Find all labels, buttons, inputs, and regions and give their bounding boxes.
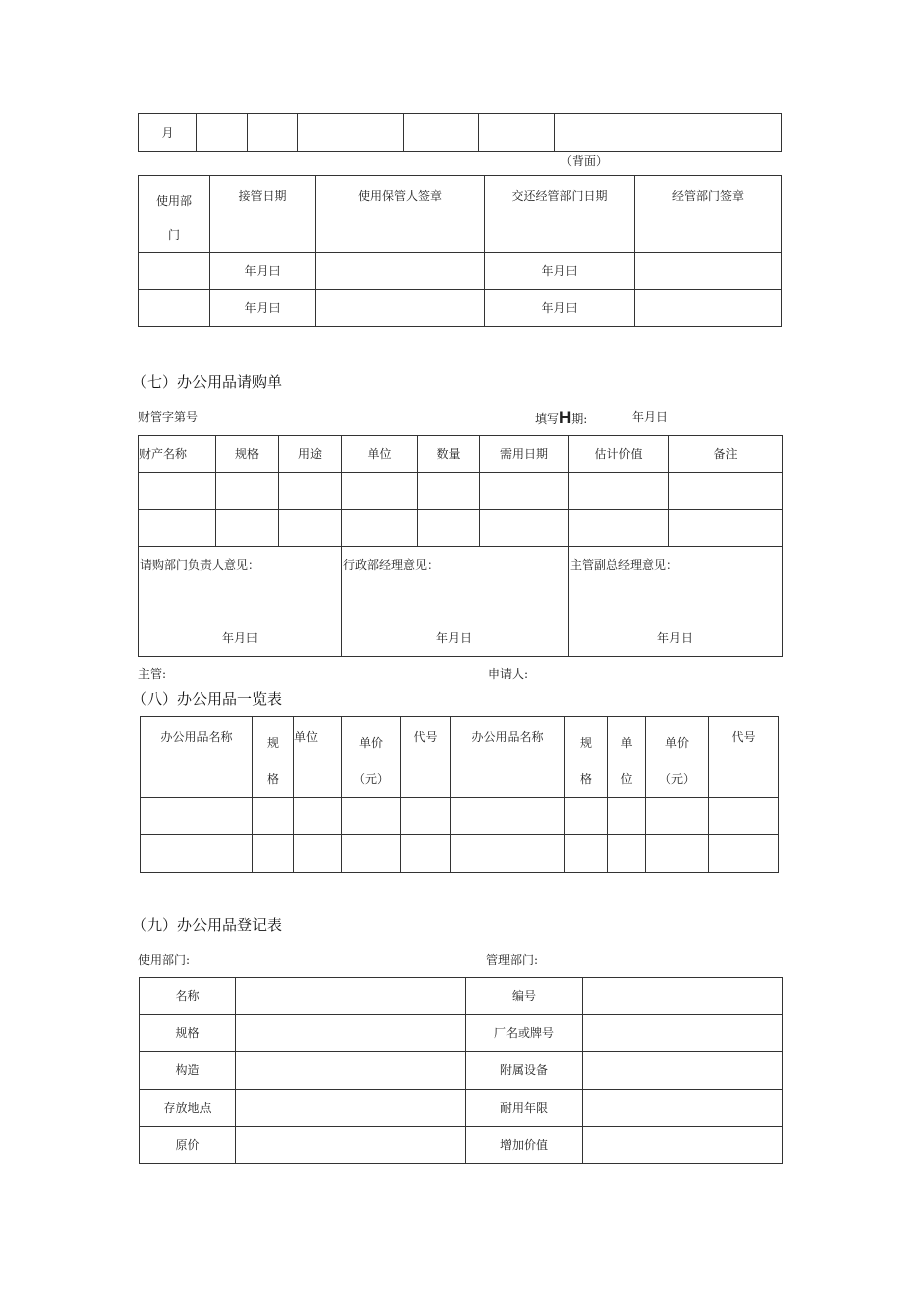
value-spec[interactable] (236, 1015, 466, 1052)
header-item-name: 财产名称 (139, 436, 216, 473)
header-code: 代号 (401, 717, 451, 798)
opinion-vp[interactable]: 主管副总经理意见： 年月日 (569, 547, 783, 657)
label-added-value: 增加价值 (466, 1126, 583, 1163)
value-location[interactable] (236, 1089, 466, 1126)
header-supply-name: 办公用品名称 (141, 717, 253, 798)
header-unit: 单 位 (608, 717, 646, 798)
section7-title: （七）办公用品请购单 (132, 373, 283, 391)
supplies-list-table (140, 716, 779, 873)
header-custodian-seal: 使用保管人签章 (316, 176, 485, 253)
value-added-value[interactable] (583, 1126, 783, 1163)
top-fragment-table (138, 113, 782, 152)
opinion-dept-head[interactable]: 请购部门负责人意见： 年月曰 (139, 547, 342, 657)
header-est-value: 估计价值 (569, 436, 669, 473)
label-structure: 构造 (140, 1052, 236, 1089)
label-name: 名称 (140, 978, 236, 1015)
label-location: 存放地点 (140, 1089, 236, 1126)
header-takeover-date: 接管日期 (210, 176, 316, 253)
date-cell: 年月曰 (485, 290, 635, 327)
label-spec: 规格 (140, 1015, 236, 1052)
transfer-table (138, 175, 782, 327)
value-serial[interactable] (583, 978, 783, 1015)
date-cell: 年月曰 (210, 290, 316, 327)
header-quantity: 数量 (418, 436, 480, 473)
supervisor-label: 主管: (138, 667, 167, 681)
purchase-table (138, 435, 783, 547)
applicant-label: 申请人: (488, 667, 529, 681)
use-dept-label: 使用部门: (138, 953, 191, 967)
date-cell: 年月曰 (210, 253, 316, 290)
header-unit: 单位 (342, 436, 418, 473)
month-cell: 月 (139, 114, 197, 152)
value-name[interactable] (236, 978, 466, 1015)
registration-table (139, 977, 783, 1164)
value-structure[interactable] (236, 1052, 466, 1089)
header-unit: 单位 (294, 717, 342, 798)
header-need-date: 需用日期 (480, 436, 569, 473)
fill-date-value: 年月日 (632, 410, 669, 424)
label-service-life: 耐用年限 (466, 1089, 583, 1126)
opinion-admin-manager[interactable]: 行政部经理意见： 年月日 (342, 547, 569, 657)
label-accessories: 附属设备 (466, 1052, 583, 1089)
header-remarks: 备注 (669, 436, 783, 473)
header-spec: 规 格 (565, 717, 608, 798)
header-unit-price: 单价 （元） (646, 717, 709, 798)
header-mgmt-seal: 经管部门签章 (635, 176, 782, 253)
back-side-label: （背面） (560, 154, 609, 168)
section8-title: （八）办公用品一览表 (132, 690, 283, 708)
label-manufacturer: 厂名或牌号 (466, 1015, 583, 1052)
finance-number-label: 财管字第号 (138, 410, 199, 424)
value-original-price[interactable] (236, 1126, 466, 1163)
header-purpose: 用途 (279, 436, 342, 473)
label-serial: 编号 (466, 978, 583, 1015)
date-cell: 年月曰 (485, 253, 635, 290)
header-spec: 规格 (216, 436, 279, 473)
header-unit-price: 单价 （元） (342, 717, 401, 798)
value-manufacturer[interactable] (583, 1015, 783, 1052)
value-service-life[interactable] (583, 1089, 783, 1126)
fill-date-label: 填写H期: (535, 408, 588, 427)
section9-title: （九）办公用品登记表 (132, 916, 283, 934)
mgmt-dept-label: 管理部门: (486, 953, 539, 967)
header-use-dept: 使用部 门 (139, 176, 210, 253)
label-original-price: 原价 (140, 1126, 236, 1163)
header-spec: 规 格 (253, 717, 294, 798)
header-supply-name: 办公用品名称 (451, 717, 565, 798)
header-code: 代号 (709, 717, 779, 798)
header-return-date: 交还经管部门日期 (485, 176, 635, 253)
opinion-table (138, 546, 783, 657)
value-accessories[interactable] (583, 1052, 783, 1089)
